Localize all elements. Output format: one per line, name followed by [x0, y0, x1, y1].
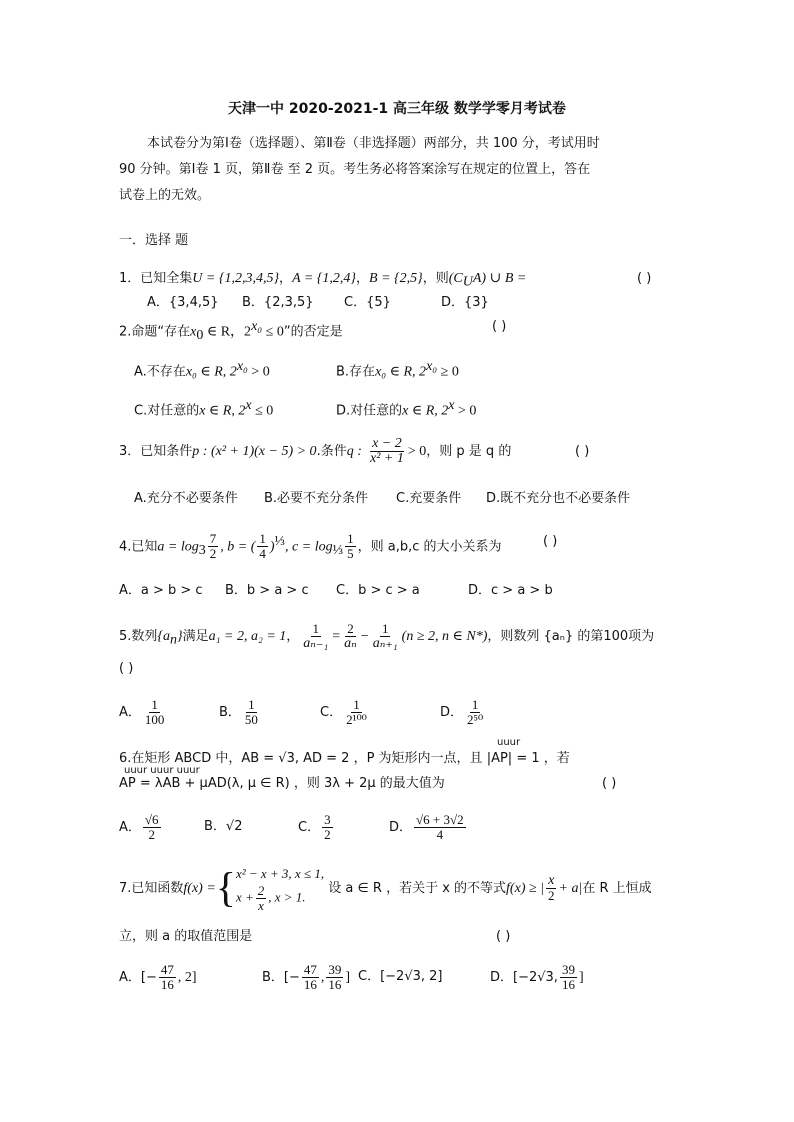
question-4-option-a[interactable]: A．a > b > c: [119, 583, 203, 598]
question-6-option-a[interactable]: A． $\frac{√6}{2}$: [119, 812, 159, 842]
question-2-answer-paren: ( ): [492, 319, 507, 334]
question-7-option-d[interactable]: D．[−2√3, $\frac{39}{16}$ ]: [490, 962, 584, 992]
question-4-option-d[interactable]: D．c > a > b: [468, 583, 553, 598]
question-7-option-c[interactable]: C．[−2√3, 2]: [358, 969, 443, 984]
question-7-option-a[interactable]: A．[− $\frac{47}{16}$ , 2]: [119, 962, 197, 992]
question-2-option-b[interactable]: B.存在x₀ ∈ R, $2^{x_0} \ge 0$: [336, 359, 459, 380]
question-5-option-b[interactable]: B． $\frac{1}{50}$: [219, 697, 258, 727]
question-7-line-2: 立，则 a 的取值范围是: [119, 929, 253, 944]
question-4-answer-paren: ( ): [543, 534, 558, 549]
piecewise-cases: x² − x + 3, x ≤ 1, x + $\frac{2}{x}$ , x > 1.: [235, 866, 325, 913]
question-5-option-c[interactable]: C． $\frac{1}{\text{2¹⁰⁰}}$: [320, 697, 367, 727]
question-6-vector-marks: uuur uuur uuur: [124, 765, 200, 776]
section-heading: 一．选择 题: [119, 233, 189, 248]
question-3-option-c[interactable]: C.充要条件: [396, 491, 462, 506]
question-7-stem: 7.已知函数f(x) ={ x² − x + 3, x ≤ 1, x + $\frac{2}{x}$ , x > 1. 设 a ∈ R ，若关于 x 的不等式f(x) ≥ | $\frac{x}{2}$ + a|在 R 上恒成: [119, 865, 652, 913]
question-6-line-1: 6.在矩形 ABCD 中，AB = √3, AD = 2 ，P 为矩形内一点，且 |AP| = 1 ，若: [119, 751, 570, 766]
question-2-stem: 2.命题“存在$x_0$ ∈ R，$2^{x_0} \le 0$”的否定是: [119, 319, 343, 343]
intro-line-2: 90 分钟。第Ⅰ卷 1 页，第Ⅱ卷 至 2 页。考生务必将答案涂写在规定的位置上，答在: [119, 162, 591, 177]
question-5-option-d[interactable]: D． $\frac{1}{\text{2⁵⁰}}$: [440, 697, 484, 727]
question-1-option-a[interactable]: A．{3,4,5}: [147, 295, 219, 310]
question-6-line-2: AP = λAB + μAD(λ, μ ∈ R) ，则 3λ + 2μ 的最大值为: [119, 776, 445, 791]
question-3-option-a[interactable]: A.充分不必要条件: [134, 491, 238, 506]
question-1-answer-paren: ( ): [637, 271, 652, 286]
question-3-option-b[interactable]: B.必要不充分条件: [264, 491, 369, 506]
question-1-option-c[interactable]: C．{5}: [344, 295, 391, 310]
page-title: 天津一中 2020-2021-1 高三年级 数学学零月考试卷: [228, 101, 566, 117]
intro-line-1: 本试卷分为第Ⅰ卷（选择题）、第Ⅱ卷（非选择题）两部分，共 100 分，考试用时: [147, 136, 600, 151]
question-6-option-c[interactable]: C． $\frac{3}{2}$: [298, 812, 331, 842]
question-6-vector-mark-ap: uuur: [497, 737, 521, 748]
question-1-option-b[interactable]: B．{2,3,5}: [242, 295, 314, 310]
question-6-answer-paren: ( ): [602, 776, 617, 791]
question-2-option-a[interactable]: A.不存在x₀ ∈ R, $2^{x_0} > 0$: [134, 359, 270, 380]
question-5-option-a[interactable]: A． $\frac{1}{100}$: [119, 697, 165, 727]
question-5-stem: 5.数列$\{a_n\}$满足a₁ = 2, a₂ = 1， $\frac{1}{\text{aₙ₋₁}}$ = $\frac{2}{\text{aₙ}}$ − $\frac{1}{\text{aₙ₊₁}}$ (n ≥ 2, n ∈ N*)，则数列 {aₙ} 的第100项为: [119, 621, 655, 651]
question-7-answer-paren: ( ): [496, 929, 511, 944]
question-5-answer-paren: ( ): [119, 661, 134, 676]
question-1-stem: 1．已知全集U = {1,2,3,4,5}，A = {1,2,4}，B = {2,5}，则$(C_UA)$ ∪ B =: [119, 271, 527, 290]
question-3-option-d[interactable]: D.既不充分也不必要条件: [486, 491, 631, 506]
question-6-option-d[interactable]: D． $\frac{√6 + 3√2}{4}$: [389, 812, 464, 842]
question-6-option-b[interactable]: B．√2: [204, 819, 243, 834]
question-2-option-c[interactable]: C.对任意的x ∈ R, $2^x \le 0$: [134, 398, 274, 419]
question-3-fraction: $\frac{x - 2}{\text{x² + 1}}$: [370, 436, 404, 466]
question-4-stem: 4.已知$a = \log_3$ $\frac{7}{2}$ , b = ( $\frac{1}{4}$ )$^{\frac{1}{3}}$, $c = \log_{\frac{1}{3}}$ $\frac{1}{5}$ ，则 a,b,c 的大小关系为: [119, 531, 502, 562]
question-7-option-b[interactable]: B．[− $\frac{47}{16}$ , $\frac{39}{16}$ ]: [262, 962, 351, 992]
question-3-stem: 3．已知条件p : (x² + 1)(x − 5) > 0.条件q : $\frac{x - 2}{\text{x² + 1}}$ > 0，则 p 是 q 的: [119, 436, 512, 466]
question-4-option-c[interactable]: C．b > c > a: [336, 583, 420, 598]
question-2-option-d[interactable]: D.对任意的x ∈ R, $2^x > 0$: [336, 398, 477, 419]
question-4-option-b[interactable]: B．b > a > c: [225, 583, 309, 598]
piecewise-brace: {: [215, 865, 236, 912]
question-1-option-d[interactable]: D．{3}: [441, 295, 489, 310]
question-3-answer-paren: ( ): [575, 444, 590, 459]
intro-line-3: 试卷上的无效。: [119, 188, 211, 203]
